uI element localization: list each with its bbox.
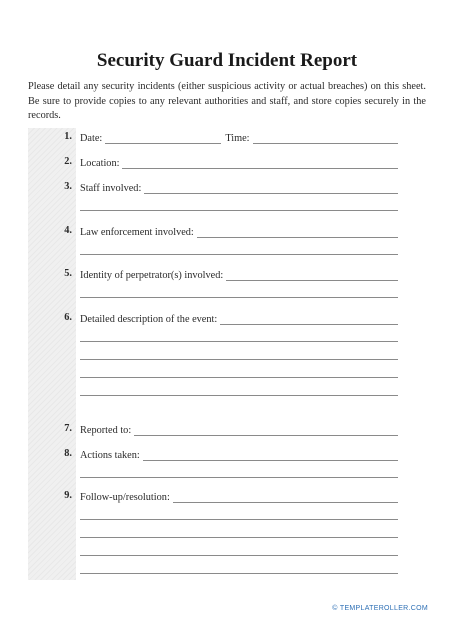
- item-number: 6.: [64, 312, 72, 323]
- item-number: 5.: [64, 268, 72, 279]
- perpetrator-identity-field[interactable]: [226, 269, 398, 281]
- item-number: 4.: [64, 225, 72, 236]
- date-label: Date:: [80, 133, 103, 144]
- actions-taken-label: Actions taken:: [80, 450, 140, 461]
- law-enforcement-line[interactable]: [80, 254, 398, 255]
- actions-taken-line[interactable]: [80, 477, 398, 478]
- law-enforcement-label: Law enforcement involved:: [80, 227, 194, 238]
- copyright-icon: ©: [332, 605, 338, 612]
- event-description-line[interactable]: [80, 359, 398, 360]
- location-label: Location:: [80, 158, 120, 169]
- reported-to-label: Reported to:: [80, 425, 132, 436]
- date-field[interactable]: [105, 132, 221, 144]
- perpetrator-identity-line[interactable]: [80, 297, 398, 298]
- item-number: 9.: [64, 490, 72, 501]
- reported-to-field[interactable]: [134, 424, 398, 436]
- follow-up-line[interactable]: [80, 573, 398, 574]
- item-number: 8.: [64, 448, 72, 459]
- actions-taken-field[interactable]: [143, 449, 398, 461]
- follow-up-line[interactable]: [80, 555, 398, 556]
- staff-involved-label: Staff involved:: [80, 183, 142, 194]
- follow-up-line[interactable]: [80, 519, 398, 520]
- law-enforcement-field[interactable]: [197, 226, 398, 238]
- perpetrator-identity-label: Identity of perpetrator(s) involved:: [80, 270, 224, 281]
- staff-involved-field[interactable]: [144, 182, 398, 194]
- event-description-line[interactable]: [80, 377, 398, 378]
- item-number: 7.: [64, 423, 72, 434]
- staff-involved-line[interactable]: [80, 210, 398, 211]
- event-description-label: Detailed description of the event:: [80, 314, 218, 325]
- intro-paragraph: Please detail any security incidents (either suspicious activity or actual breaches) on this sheet. Be sure to provide copies to any relevant authorities and staff, and store copies securely in the records.: [28, 81, 426, 121]
- item-number: 3.: [64, 181, 72, 192]
- follow-up-label: Follow-up/resolution:: [80, 492, 170, 503]
- follow-up-line[interactable]: [80, 537, 398, 538]
- item-number: 2.: [64, 156, 72, 167]
- event-description-line[interactable]: [80, 395, 398, 396]
- page-title: Security Guard Incident Report: [96, 50, 358, 71]
- follow-up-field[interactable]: [173, 491, 398, 503]
- item-number: 1.: [64, 131, 72, 142]
- location-field[interactable]: [122, 157, 398, 169]
- footer-text: TEMPLATEROLLER.COM: [339, 605, 428, 612]
- numbering-sidebar: [28, 128, 76, 580]
- footer-link[interactable]: [332, 605, 428, 612]
- event-description-line[interactable]: [80, 341, 398, 342]
- time-label: Time:: [225, 133, 250, 144]
- time-field[interactable]: [253, 132, 398, 144]
- event-description-field[interactable]: [220, 313, 398, 325]
